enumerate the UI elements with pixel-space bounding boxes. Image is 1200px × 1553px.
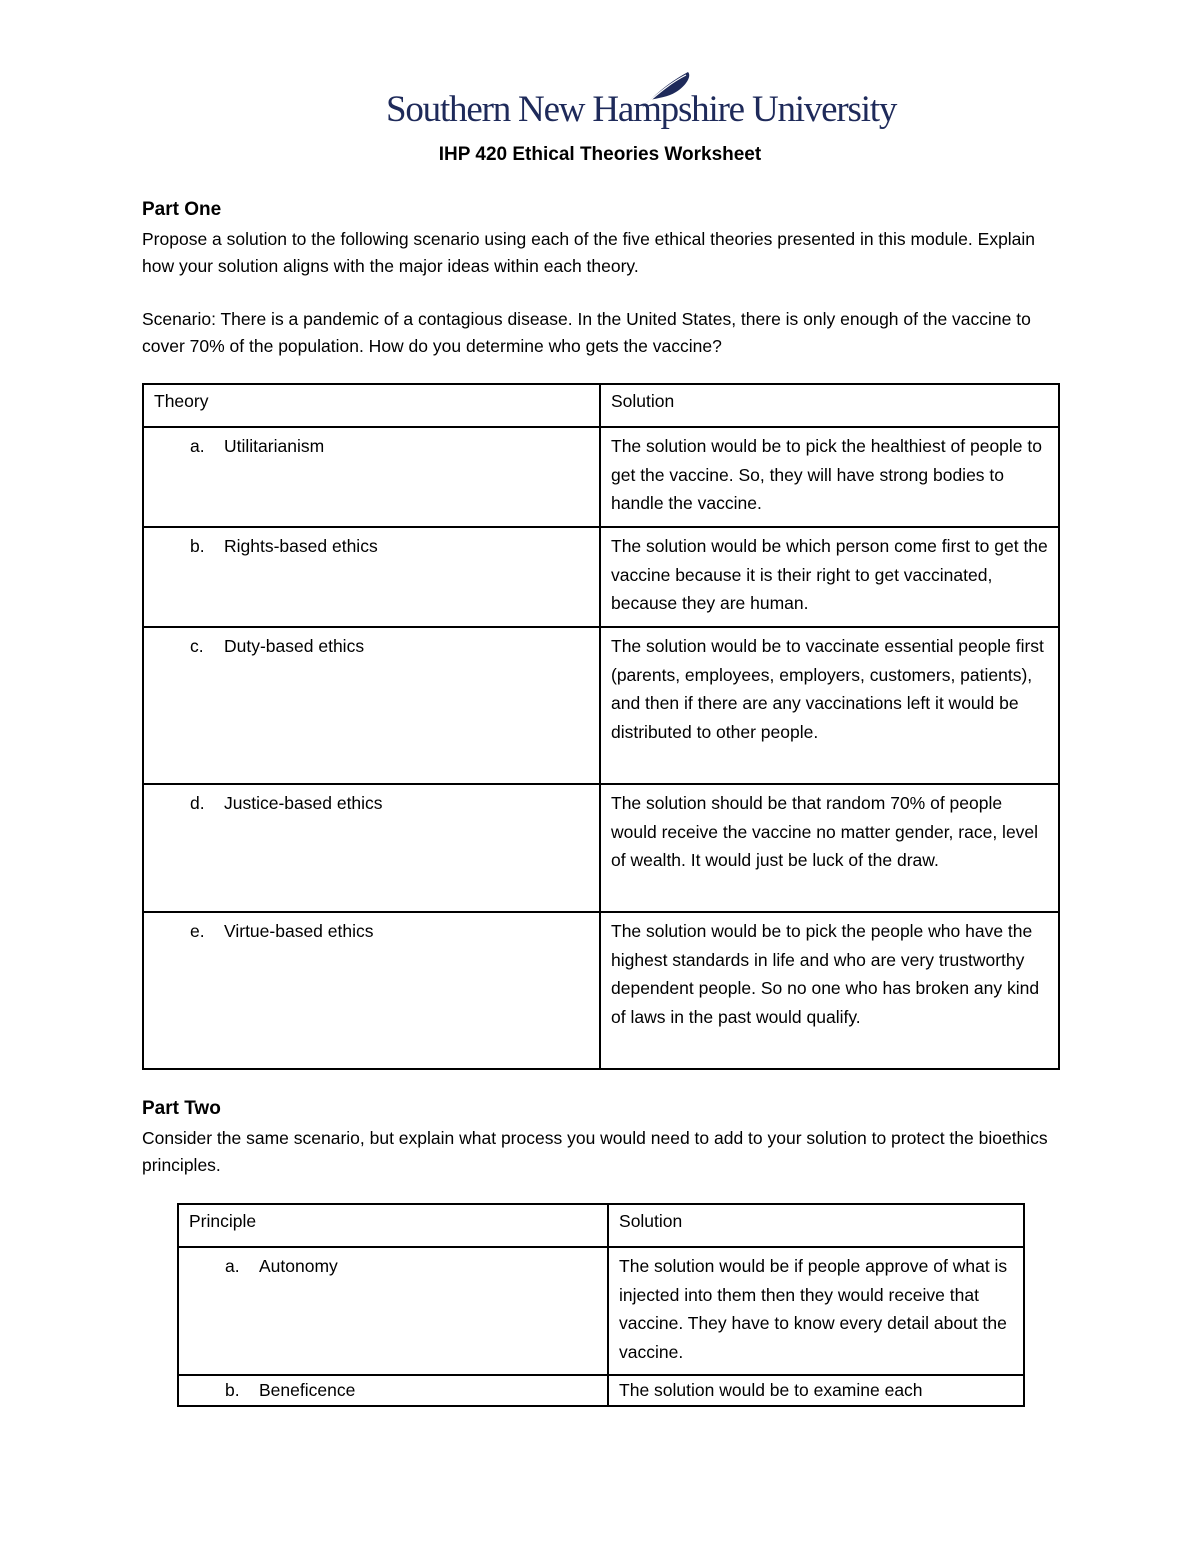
principle-cell [178,1247,608,1375]
table-header-row [143,384,1059,427]
solution-cell: The solution should be that random 70% of people would receive the vaccine no matter gender, race, level of wealth. It would just be luck of the draw. [600,784,1059,912]
theory-cell [143,627,600,784]
theories-table [142,383,1060,1070]
solution-cell: The solution would be if people approve of what is injected into them then they would receive that vaccine. They have to know every detail about the vaccine. [608,1247,1024,1375]
item-letter: b. [190,536,205,556]
theory-cell [143,912,600,1069]
theory-name: Rights-based ethics [224,536,378,556]
table-row [143,527,1059,627]
table-row [143,912,1059,1069]
principles-table [177,1203,1025,1407]
theory-cell [143,784,600,912]
table-header-row [178,1204,1024,1247]
solution-cell: The solution would be which person come first to get the vaccine because it is their right to get vaccinated, because they are human. [600,527,1059,627]
logo-wordmark: Southern New Hampshire University [386,89,897,130]
header-cell-principle: Principle [178,1204,608,1247]
item-letter: c. [190,636,204,656]
table-row [178,1375,1024,1406]
header-cell-solution: Solution [608,1204,1024,1247]
item-letter: e. [190,921,205,941]
table-row [143,627,1059,784]
theory-cell [143,427,600,527]
item-letter: d. [190,793,205,813]
part-one-instructions: Propose a solution to the following scenario using each of the five ethical theories presented in this module. Explain how your solution aligns with the major ideas within each theory. [142,229,1036,276]
table-row [143,427,1059,527]
theory-cell [143,527,600,627]
solution-cell: The solution would be to examine each [608,1375,1024,1406]
solution-cell: The solution would be to pick the people who have the highest standards in life and who are very trustworthy dependent people. So no one who has broken any kind of laws in the past would qualify. [600,912,1059,1069]
solution-cell: The solution would be to pick the healthiest of people to get the vaccine. So, they will have strong bodies to handle the vaccine. [600,427,1059,527]
item-letter: b. [225,1380,240,1400]
item-letter: a. [225,1256,240,1276]
header-cell-theory: Theory [143,384,600,427]
part-two-instructions: Consider the same scenario, but explain what process you would need to add to your solution to protect the bioethics principles. [142,1128,1048,1175]
solution-cell: The solution would be to vaccinate essential people first (parents, employees, employers, customers, patients), and then if there are any vaccinations left it would be distributed to other people. [600,627,1059,784]
scenario-text: Scenario: There is a pandemic of a contagious disease. In the United States, there is only enough of the vaccine to cover 70% of the population. How do you determine who gets the vaccine? [142,309,1031,356]
table-row [143,784,1059,912]
theory-name: Virtue-based ethics [224,921,374,941]
principle-name: Autonomy [259,1256,338,1276]
theory-name: Utilitarianism [224,436,325,456]
theory-name: Duty-based ethics [224,636,365,656]
item-letter: a. [190,436,205,456]
university-logo [386,70,897,138]
theory-name: Justice-based ethics [224,793,383,813]
part-one-heading: Part One [142,199,222,220]
principle-cell [178,1375,608,1406]
principle-name: Beneficence [259,1380,356,1400]
part-two-heading: Part Two [142,1098,221,1119]
header-cell-solution: Solution [600,384,1059,427]
document-title: IHP 420 Ethical Theories Worksheet [438,144,762,165]
table-row [178,1247,1024,1375]
